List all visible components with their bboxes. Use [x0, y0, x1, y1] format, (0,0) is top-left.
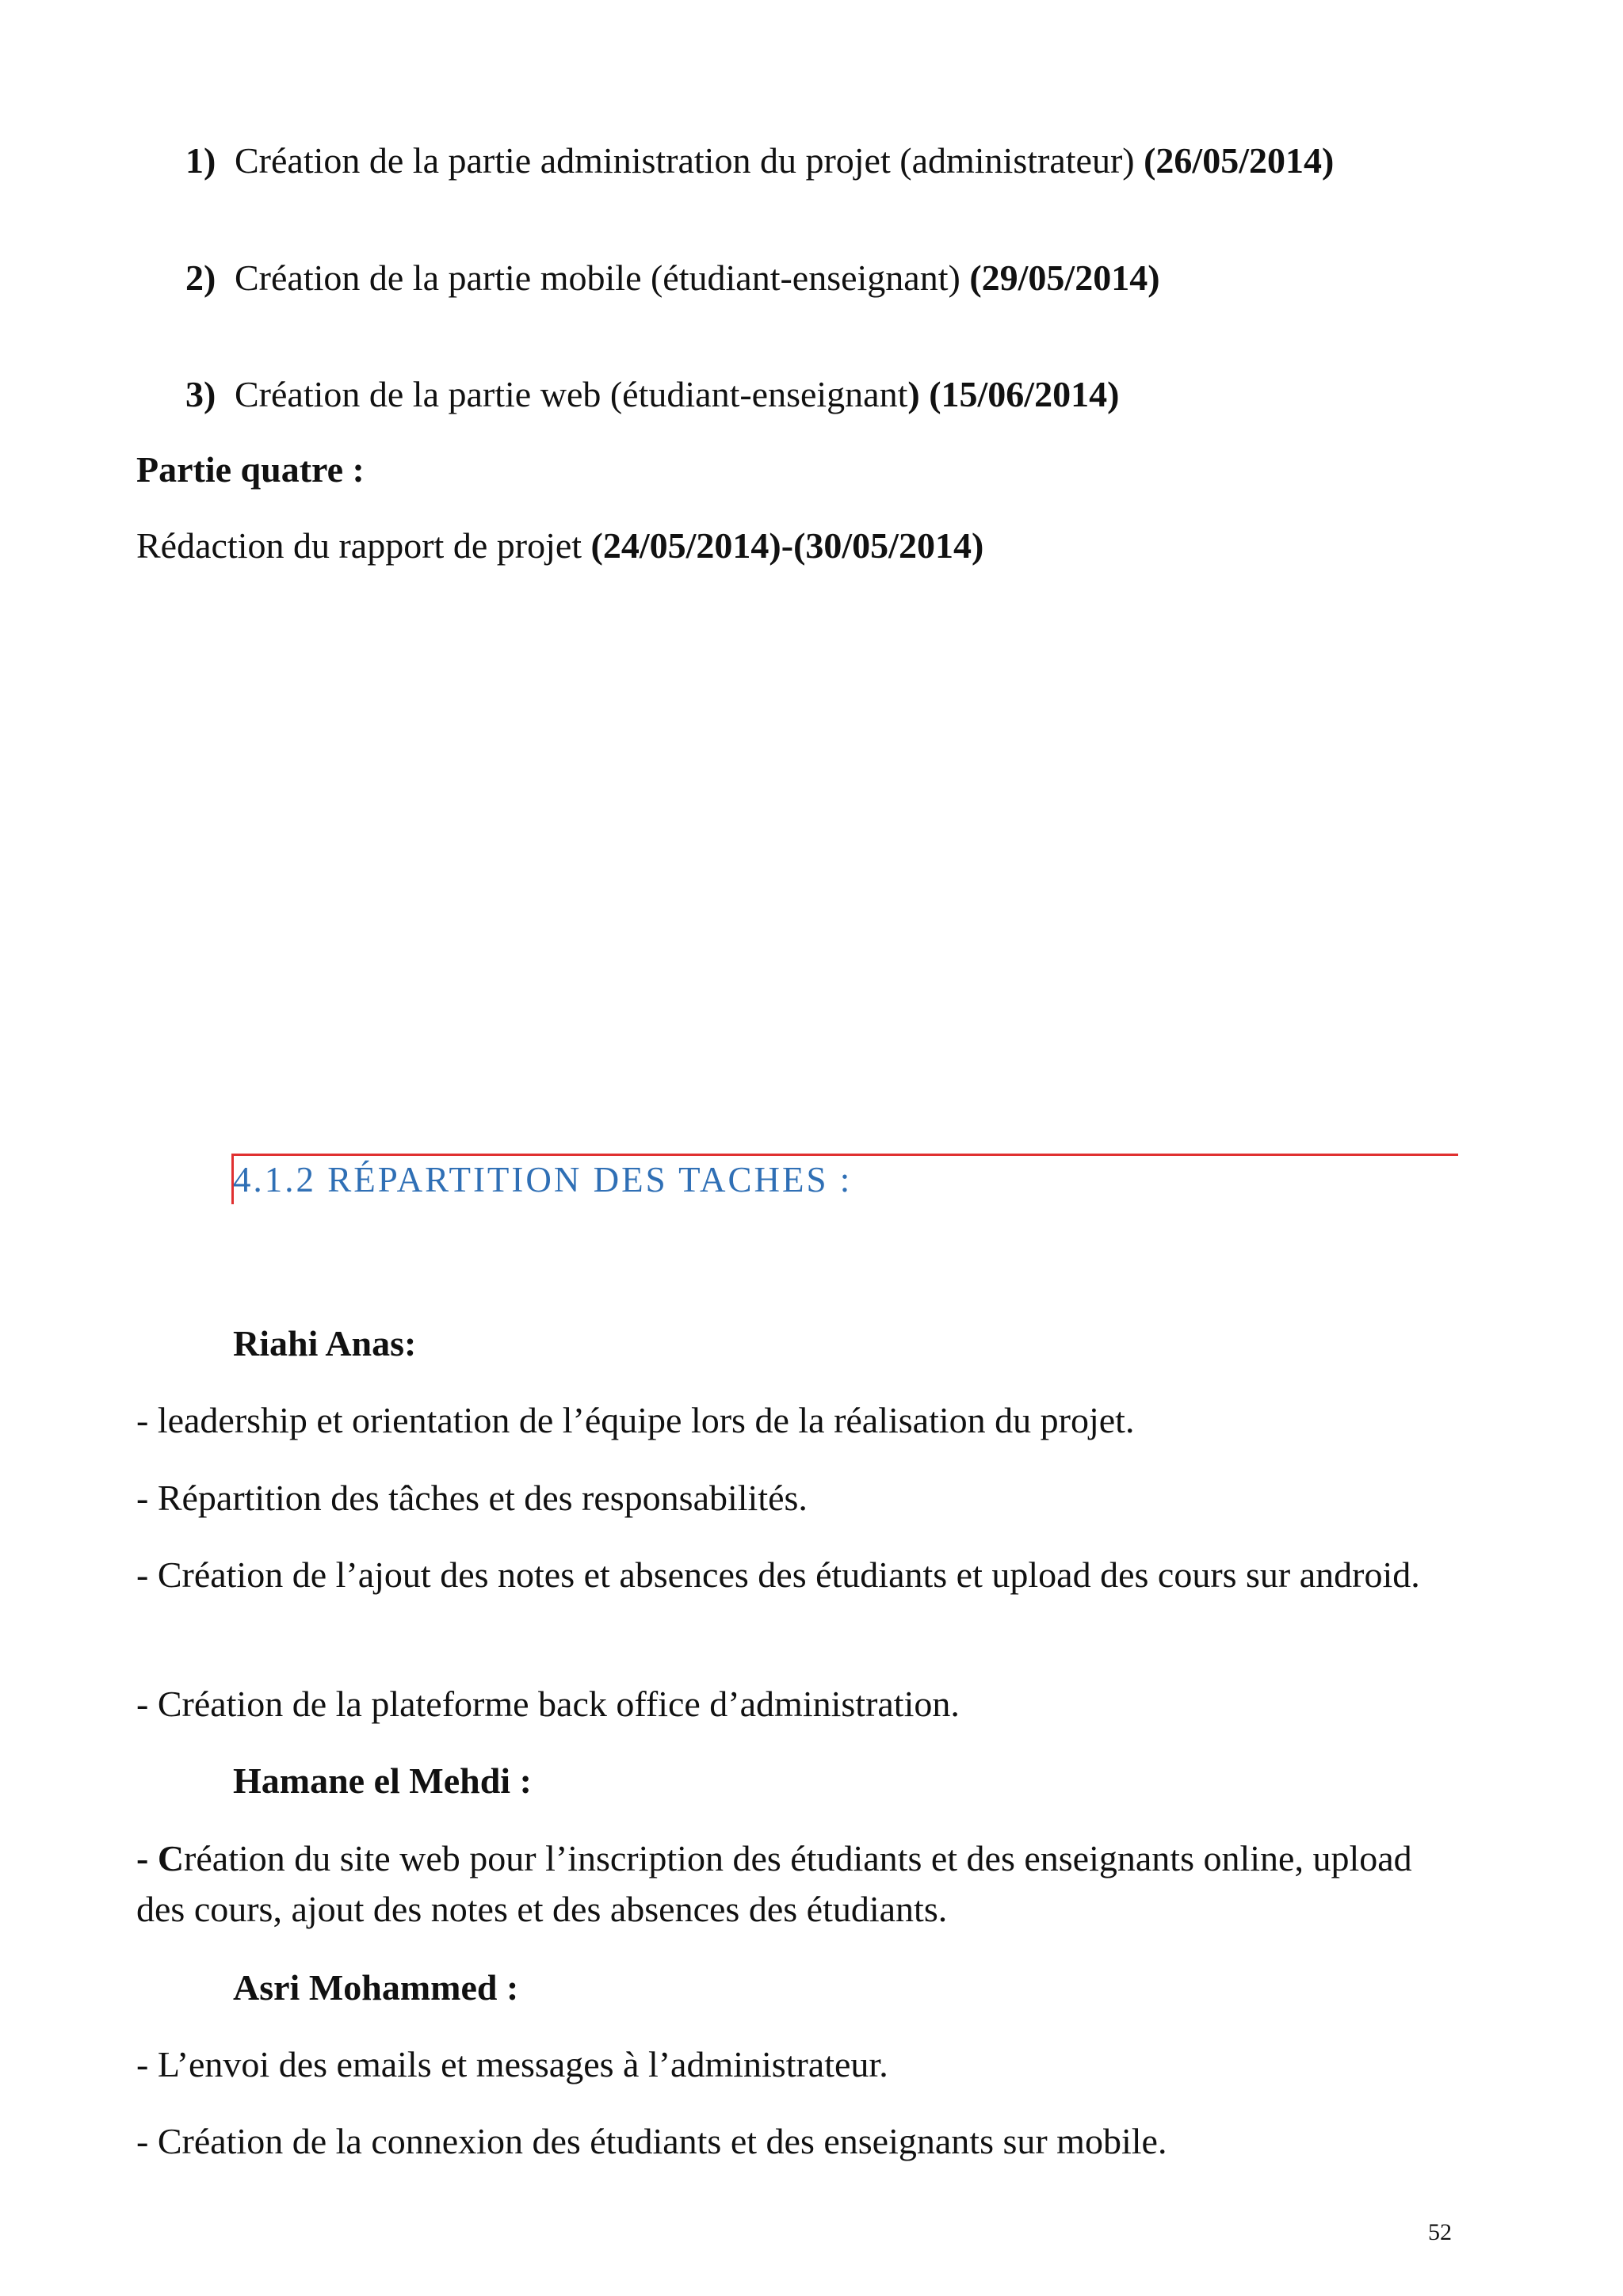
part-text: Rédaction du rapport de projet: [136, 525, 591, 566]
list-text: Création de la partie administration du projet (administrateur): [235, 140, 1144, 181]
part-title-text: Partie quatre :: [136, 449, 365, 490]
schedule-item-3: [185, 372, 1119, 417]
task-line: - L’envoi des emails et messages à l’administrateur.: [136, 2044, 888, 2084]
task-text: réation du site web pour l’inscription des étudiants et des enseignants online, upload des cours, ajout des notes et des absences des étudiants.: [136, 1838, 1412, 1929]
list-number: 2): [185, 257, 216, 298]
schedule-item-1: [185, 139, 1334, 183]
task-line: - leadership et orientation de l’équipe lors de la réalisation du projet.: [136, 1400, 1135, 1440]
task-line: - Création de la plateforme back office d’administration.: [136, 1684, 960, 1724]
member-name-text: Asri Mohammed :: [233, 1967, 519, 2008]
task-bold-prefix: - C: [136, 1838, 185, 1878]
member-name: [233, 1759, 532, 1803]
task-line: - Création de l’ajout des notes et absences des étudiants et upload des cours sur android.: [136, 1554, 1420, 1595]
section-heading: 4.1.2 RÉPARTITION DES TACHES :: [233, 1160, 853, 1199]
part-title: [136, 448, 365, 492]
task-line: [136, 1833, 1468, 1935]
list-number: 1): [185, 140, 216, 181]
part-description: [136, 524, 983, 568]
member-name: [233, 1322, 416, 1366]
task-line: - Répartition des tâches et des responsabilités.: [136, 1478, 808, 1518]
list-number: 3): [185, 374, 216, 414]
list-date: ) (15/06/2014): [907, 374, 1120, 414]
part-date: (24/05/2014)-(30/05/2014): [590, 525, 984, 566]
list-text: Création de la partie web (étudiant-enseignant: [235, 374, 908, 414]
page-number: 52: [1428, 2219, 1452, 2245]
list-date: (26/05/2014): [1144, 140, 1335, 181]
member-name-text: Riahi Anas:: [233, 1323, 417, 1363]
list-text: Création de la partie mobile (étudiant-enseignant): [235, 257, 970, 298]
member-name: [233, 1966, 518, 2010]
member-name-text: Hamane el Mehdi :: [233, 1760, 532, 1801]
task-line: - Création de la connexion des étudiants et des enseignants sur mobile.: [136, 2121, 1167, 2161]
list-date: (29/05/2014): [969, 257, 1160, 298]
schedule-item-2: [185, 256, 1160, 300]
